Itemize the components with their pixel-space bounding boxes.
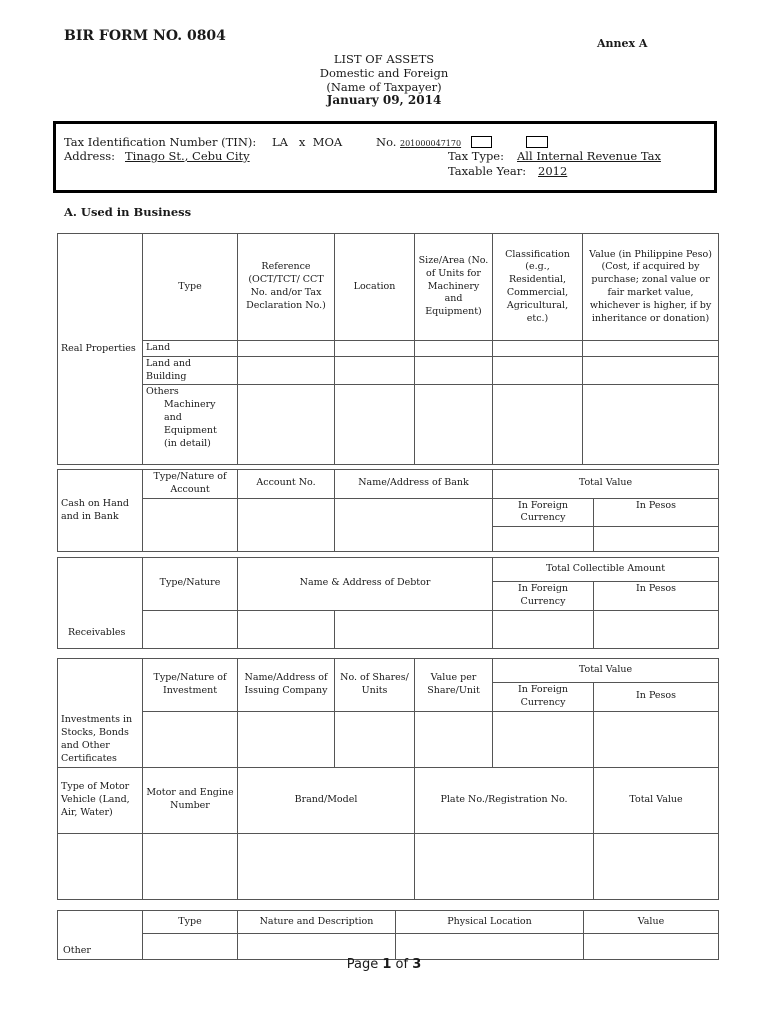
- cell[interactable]: [493, 711, 594, 767]
- type-land: Land: [143, 341, 238, 357]
- cell[interactable]: [335, 610, 493, 648]
- physical-location-header: Physical Location: [396, 911, 584, 934]
- cell[interactable]: [583, 356, 719, 385]
- location-header: Location: [335, 234, 415, 341]
- cell[interactable]: [493, 341, 583, 357]
- page-indicator: [0, 957, 768, 972]
- form-number: BIR FORM NO. 0804: [64, 28, 226, 44]
- cell[interactable]: [238, 711, 335, 767]
- motor-engine-header: Motor and Engine Number: [143, 767, 238, 833]
- cell[interactable]: [143, 833, 238, 899]
- type-machinery: Machinery and Equipment (in detail): [164, 399, 217, 449]
- taxpayer-info-box: [53, 121, 717, 193]
- investments-label: Investments in Stocks, Bonds and Other Certificates: [58, 659, 143, 768]
- other-table: [57, 910, 719, 960]
- cell[interactable]: [583, 341, 719, 357]
- cell[interactable]: [143, 498, 238, 552]
- shares-header: No. of Shares/ Units: [335, 659, 415, 712]
- value-header: Value (in Philippine Peso) (Cost, if acquired by purchase; zonal value or fair market value, whichever is higher, if by inheritance or donation): [583, 234, 719, 341]
- investments-motor-table: [57, 658, 719, 900]
- real-properties-label: Real Properties: [58, 234, 143, 465]
- bank-header: Name/Address of Bank: [335, 470, 493, 499]
- investment-type-header: Type/Nature of Investment: [143, 659, 238, 712]
- no-value: 201000047170: [400, 139, 462, 148]
- checkbox-small[interactable]: [471, 136, 492, 148]
- cell[interactable]: [583, 385, 719, 465]
- total-value-header: Total Value: [594, 767, 719, 833]
- address-value: Tinago St., Cebu City: [125, 149, 250, 163]
- cell[interactable]: [335, 498, 493, 552]
- document-date: January 09, 2014: [326, 93, 442, 107]
- cash-table: [57, 469, 719, 552]
- cell[interactable]: [415, 356, 493, 385]
- motor-vehicle-label: Type of Motor Vehicle (Land, Air, Water): [58, 767, 143, 833]
- cell[interactable]: [415, 833, 594, 899]
- nature-header: Nature and Description: [238, 911, 396, 934]
- cell[interactable]: [238, 498, 335, 552]
- cell[interactable]: [415, 711, 493, 767]
- cell[interactable]: [143, 610, 238, 648]
- cell[interactable]: [594, 610, 719, 648]
- in-pesos-header: In Pesos: [594, 683, 719, 712]
- annex-label: Annex A: [597, 37, 648, 50]
- cell[interactable]: [493, 610, 594, 648]
- tin-label: Tax Identification Number (TIN):: [64, 135, 257, 149]
- other-value-header: Value: [584, 911, 719, 934]
- type-land-building: Land and Building: [143, 356, 238, 385]
- page-label: Page: [346, 957, 379, 972]
- type-header: Type: [143, 234, 238, 341]
- taxpayer-name-line: (Name of Taxpayer): [326, 80, 442, 94]
- address-label: Address:: [64, 149, 116, 163]
- total-value-header: Total Value: [493, 659, 719, 683]
- debtor-header: Name & Address of Debtor: [238, 558, 493, 611]
- in-foreign-header: In Foreign Currency: [493, 498, 594, 527]
- taxable-year-value: 2012: [538, 164, 568, 178]
- cell[interactable]: [58, 833, 143, 899]
- cell[interactable]: [594, 833, 719, 899]
- tin-value: LA x MOA: [272, 135, 343, 149]
- type-others: [143, 385, 238, 465]
- reference-header: Reference (OCT/TCT/ CCT No. and/or Tax Declaration No.): [238, 234, 335, 341]
- cell[interactable]: [238, 934, 396, 960]
- total-collectible-header: Total Collectible Amount: [493, 558, 719, 582]
- plate-header: Plate No./Registration No.: [415, 767, 594, 833]
- of-label: of: [395, 957, 409, 972]
- cell[interactable]: [584, 934, 719, 960]
- cell[interactable]: [238, 385, 335, 465]
- taxable-year-label: Taxable Year:: [448, 164, 527, 178]
- real-properties-table: [57, 233, 719, 465]
- checkbox-blank[interactable]: [526, 136, 548, 148]
- cell[interactable]: [238, 341, 335, 357]
- cell[interactable]: [335, 356, 415, 385]
- in-pesos-header: In Pesos: [594, 498, 719, 527]
- receivables-table: [57, 557, 719, 649]
- page-total: 3: [412, 957, 422, 972]
- in-foreign-header: In Foreign Currency: [493, 683, 594, 712]
- cell[interactable]: [493, 527, 594, 552]
- cell[interactable]: [335, 341, 415, 357]
- tax-type-label: Tax Type:: [448, 149, 504, 163]
- classification-header: Classification (e.g., Residential, Commercial, Agricultural, etc.): [493, 234, 583, 341]
- cell[interactable]: [143, 711, 238, 767]
- cell[interactable]: [396, 934, 584, 960]
- cell[interactable]: [415, 341, 493, 357]
- cell[interactable]: [143, 934, 238, 960]
- type-nature-header: Type/Nature of Account: [143, 470, 238, 499]
- cell[interactable]: [335, 385, 415, 465]
- other-type-header: Type: [143, 911, 238, 934]
- brand-model-header: Brand/Model: [238, 767, 415, 833]
- tax-type-value: All Internal Revenue Tax: [517, 149, 661, 163]
- in-foreign-header: In Foreign Currency: [493, 582, 594, 611]
- cell[interactable]: [594, 527, 719, 552]
- receivables-label: Receivables: [58, 558, 143, 649]
- cell[interactable]: [238, 356, 335, 385]
- cash-label: Cash on Hand and in Bank: [58, 470, 143, 552]
- document-subtitle: Domestic and Foreign: [319, 66, 449, 80]
- cell[interactable]: [415, 385, 493, 465]
- cell[interactable]: [493, 356, 583, 385]
- no-label: No.: [376, 135, 397, 149]
- section-a-heading: A. Used in Business: [64, 205, 192, 219]
- other-label: Other: [58, 911, 143, 960]
- issuer-header: Name/Address of Issuing Company: [238, 659, 335, 712]
- cell[interactable]: [238, 610, 335, 648]
- cell[interactable]: [335, 711, 415, 767]
- cell[interactable]: [238, 833, 415, 899]
- page-current: 1: [382, 957, 392, 972]
- in-pesos-header: In Pesos: [594, 582, 719, 611]
- type-others-label: Others: [146, 386, 179, 398]
- value-per-share-header: Value per Share/Unit: [415, 659, 493, 712]
- cell[interactable]: [493, 385, 583, 465]
- document-title: LIST OF ASSETS: [333, 52, 435, 66]
- account-no-header: Account No.: [238, 470, 335, 499]
- size-area-header: Size/Area (No. of Units for Machinery and Equipment): [415, 234, 493, 341]
- type-nature-header: Type/Nature: [143, 558, 238, 611]
- cell[interactable]: [594, 711, 719, 767]
- total-value-header: Total Value: [493, 470, 719, 499]
